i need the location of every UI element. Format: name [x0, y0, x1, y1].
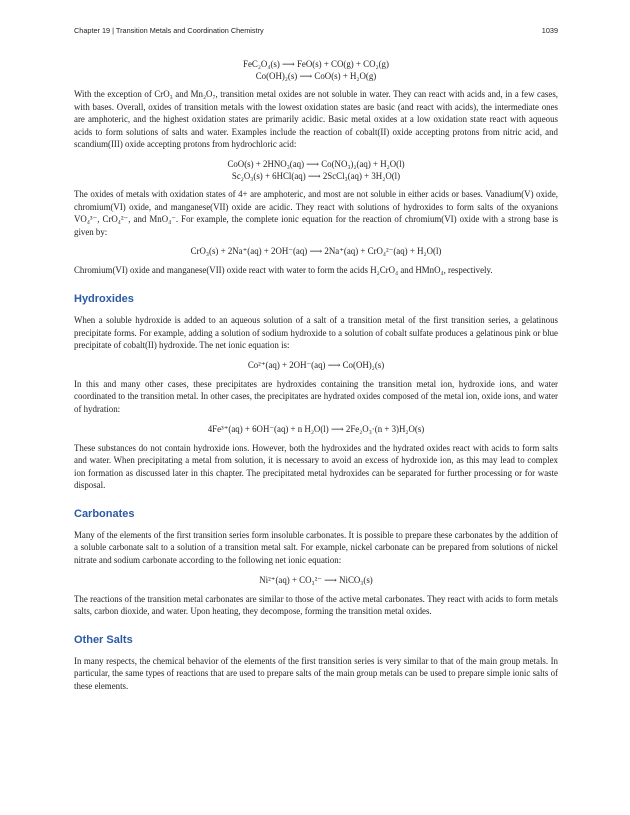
page-body — [74, 58, 558, 700]
equation-group-acids — [74, 158, 558, 182]
equation-cobalt-precipitate: Co²⁺(aq) + 2OH⁻(aq) ⟶ Co(OH)₂(s) — [247, 359, 385, 370]
equation-group-carbonate — [74, 574, 558, 586]
amphoteric-text-start: The oxides of metals with oxidation states of 4+ are amphoteric, and most are not soluble in either acids or bases. Vanadium(V) oxide, chromium(VI) oxide, and manganese(VII) oxide are acidic. They react with solutions of hydroxides to form salts of the oxyanions — [74, 188, 558, 212]
equation-nickel-carbonate: Ni²⁺(aq) + CO₃²⁻ ⟶ NiCO₃(s) — [259, 574, 373, 585]
heading-other-salts: Other Salts — [74, 633, 133, 646]
heading-carbonates: Carbonates — [74, 507, 135, 520]
equation-scandium-oxide-hcl: Sc₂O₃(s) + 6HCl(aq) ⟶ 2ScCl₃(aq) + 3H₂O(l) — [231, 170, 401, 181]
equation-iron-hydrated-oxide: 4Fe³⁺(aq) + 6OH⁻(aq) + n H₂O(l) ⟶ 2Fe₂O₃·(n + 3)H₂O(s) — [207, 423, 425, 434]
equation-group-hydroxide-2 — [74, 423, 558, 435]
paragraph-carbonates-1: Many of the elements of the first transition series form insoluble carbonates. It is possible to prepare these carbonates by the addition of a soluble carbonate salt to a solution of a transition metal salt. For example, nickel carbonate can be prepared from solutions of nickel nitrate and sodium carbonate according to the following net ionic equation: — [74, 529, 558, 566]
amphoteric-text-end: For example, the complete ionic equation for the reaction of chromium(VI) oxide with a strong base is given by: — [74, 214, 559, 237]
oxyanion-permanganate: MnO₄⁻. — [149, 214, 179, 225]
heading-hydroxides: Hydroxides — [74, 292, 134, 305]
equation-iron-oxalate: FeC₂O₄(s) ⟶ FeO(s) + CO(g) + CO₂(g) — [243, 59, 389, 69]
paragraph-other-salts-1: In many respects, the chemical behavior of the elements of the first transition series is very similar to that of the main group metals. In particular, the same types of reactions that are used to prepare salts of the main group metals can be used to prepare simple ionic salts of these elements. — [74, 655, 558, 692]
equation-cobalt-oxide-nitric: CoO(s) + 2HNO₃(aq) ⟶ Co(NO₃)₂(aq) + H₂O(l) — [227, 158, 405, 169]
page-number: 1039 — [541, 26, 558, 35]
paragraph-acids-formed: Chromium(VI) oxide and manganese(VII) oxide react with water to form the acids H₂CrO₄ and HMnO₄, respectively. — [74, 265, 493, 276]
paragraph-hydroxides-2: In this and many other cases, these precipitates are hydroxides containing the transition metal ion, hydroxide ions, and water coordinated to the transition metal. In other cases, the precipitates are hydrated oxides composed of the metal ion, oxide ions, and water of hydration: — [74, 378, 558, 414]
equation-cobalt-hydroxide: Co(OH)₂(s) ⟶ CoO(s) + H₂O(g) — [255, 71, 377, 81]
page-header — [74, 26, 558, 35]
paragraph-oxides-basic: With the exception of CrO₃ and Mn₂O₇, transition metal oxides are not soluble in water. They can react with acids and, in a few cases, with bases. Overall, oxides of transition metals with the lowest oxidation states are basic (and react with acids), the intermediate ones are amphoteric, and the highest oxidation states are primarily acidic. Basic metal oxides at a low oxidation state react with aqueous acids to form solutions of salts and water. Examples include the reaction of cobalt(II) oxide accepting protons from nitric acid, and scandium(III) oxide accepting protons from hydrochloric acid: — [74, 89, 558, 150]
equation-group-hydroxide-1 — [74, 359, 558, 371]
equation-group-decomposition — [74, 58, 558, 82]
equation-chromium-oxide-base: CrO₃(s) + 2Na⁺(aq) + 2OH⁻(aq) ⟶ 2Na⁺(aq) + CrO₄²⁻(aq) + H₂O(l) — [190, 246, 442, 257]
oxyanion-vanadate: VO₄³⁻, — [74, 214, 100, 225]
running-title: Chapter 19 | Transition Metals and Coordination Chemistry — [74, 26, 264, 35]
paragraph-carbonates-2: The reactions of the transition metal carbonates are similar to those of the active metal carbonates. They react with acids to form metals salts, carbon dioxide, and water. Upon heating, they decompose, forming the transition metal oxides. — [74, 593, 558, 617]
paragraph-hydroxides-1: When a soluble hydroxide is added to an aqueous solution of a salt of a transition metal of the first transition series, a gelatinous precipitate forms. For example, adding a solution of sodium hydroxide to a solution of cobalt sulfate produces a gelatinous pink or blue precipitate of cobalt(II) hydroxide. The net ionic equation is: — [74, 314, 558, 351]
equation-group-chromate — [74, 245, 558, 257]
paragraph-hydroxides-3: These substances do not contain hydroxide ions. However, both the hydroxides and the hydrated oxides react with acids to form salts and water. When precipitating a metal from solution, it is necessary to avoid an excess of hydroxide ion, as this may lead to complex ion formation as discussed later in this chapter. The precipitated metal hydroxides can be separated for further processing or for waste disposal. — [74, 442, 558, 491]
and-word: and — [133, 214, 147, 225]
oxyanion-chromate: CrO₄²⁻, — [102, 214, 131, 225]
paragraph-amphoteric-oxides — [74, 188, 558, 238]
